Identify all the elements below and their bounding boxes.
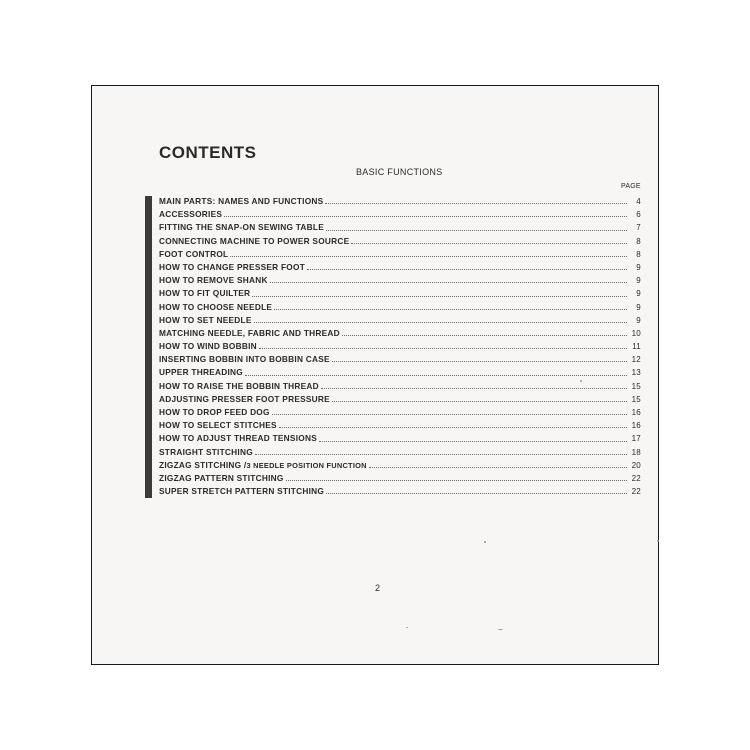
toc-entry-title: MATCHING NEEDLE, FABRIC AND THREAD xyxy=(159,327,340,338)
dot-leader xyxy=(307,268,627,270)
dot-leader xyxy=(332,360,627,362)
toc-entry-title: HOW TO SELECT STITCHES xyxy=(159,420,277,431)
toc-entry xyxy=(159,460,641,473)
toc-entry xyxy=(159,315,641,328)
toc-entry-page: 15 xyxy=(631,394,641,404)
toc-entry-title: ADJUSTING PRESSER FOOT PRESSURE xyxy=(159,393,330,404)
toc-entry xyxy=(159,328,641,341)
dot-leader xyxy=(270,281,627,283)
section-marker-bar xyxy=(145,196,152,498)
section-heading: BASIC FUNCTIONS xyxy=(356,167,443,177)
dot-leader xyxy=(321,387,627,389)
dot-leader xyxy=(342,334,627,336)
toc-entry xyxy=(159,302,641,315)
dot-leader xyxy=(259,347,627,349)
toc-entry xyxy=(159,341,641,354)
toc-entry-page: 11 xyxy=(632,342,641,352)
dot-leader xyxy=(252,295,627,297)
toc-entry xyxy=(159,394,641,407)
dot-leader xyxy=(279,426,627,428)
toc-entry-page: 9 xyxy=(636,276,641,286)
toc-entry-title: FOOT CONTROL xyxy=(159,248,229,259)
toc-entry-page: 9 xyxy=(636,289,641,299)
toc-entry xyxy=(159,367,641,380)
toc-entry-page: 8 xyxy=(636,249,641,259)
toc-entry xyxy=(159,262,641,275)
page-title: CONTENTS xyxy=(159,143,257,162)
dot-leader xyxy=(272,413,627,415)
toc-entry-title: INSERTING BOBBIN INTO BOBBIN CASE xyxy=(159,354,330,365)
scan-speck xyxy=(580,380,582,382)
toc-entry xyxy=(159,236,641,249)
toc-entry-title: FITTING THE SNAP-ON SEWING TABLE xyxy=(159,222,325,233)
page-column-header: PAGE xyxy=(621,183,641,190)
toc-entry xyxy=(159,249,641,262)
dot-leader xyxy=(230,255,627,257)
toc-entry xyxy=(159,447,641,460)
scan-speck xyxy=(484,541,486,543)
toc-entry-subtitle: 3 NEEDLE POSITION FUNCTION xyxy=(246,460,367,470)
dot-leader xyxy=(274,308,627,310)
toc-entry-page: 9 xyxy=(636,262,641,272)
toc-entry-title: HOW TO FIT QUILTER xyxy=(159,288,251,299)
toc-entry-page: 4 xyxy=(636,197,641,206)
scan-speck xyxy=(657,540,659,542)
toc-entry xyxy=(159,275,641,288)
toc-entry xyxy=(159,354,641,367)
toc-entry-page: 15 xyxy=(631,381,641,391)
table-of-contents xyxy=(159,196,641,499)
toc-entry-page: 12 xyxy=(631,355,641,365)
toc-entry-page: 13 xyxy=(631,368,641,378)
dot-leader xyxy=(254,321,627,323)
toc-entry-page: 16 xyxy=(631,421,641,431)
toc-entry-page: 10 xyxy=(631,328,641,338)
toc-entry xyxy=(159,196,641,209)
dot-leader xyxy=(255,453,627,455)
toc-entry-page: 22 xyxy=(631,487,641,497)
dot-leader xyxy=(351,242,627,244)
dot-leader xyxy=(319,440,627,442)
dot-leader xyxy=(286,479,627,481)
toc-entry xyxy=(159,288,641,301)
toc-entry-title: HOW TO WIND BOBBIN xyxy=(159,341,257,352)
dot-leader xyxy=(326,229,627,231)
toc-entry-page: 8 xyxy=(636,236,641,246)
toc-entry-title: HOW TO CHOOSE NEEDLE xyxy=(159,301,273,312)
toc-entry xyxy=(159,473,641,486)
toc-entry-page: 9 xyxy=(636,302,641,312)
dot-leader xyxy=(224,215,627,217)
toc-entry-page: 9 xyxy=(636,315,641,325)
toc-entry xyxy=(159,222,641,235)
toc-entry-title: UPPER THREADING xyxy=(159,367,243,378)
page-number: 2 xyxy=(375,583,381,593)
scan-speck xyxy=(498,629,503,630)
toc-entry-page: 18 xyxy=(631,447,641,457)
dot-leader xyxy=(326,492,627,494)
toc-entry-title: HOW TO REMOVE SHANK xyxy=(159,275,268,286)
toc-entry xyxy=(159,420,641,433)
toc-entry-title: ACCESSORIES xyxy=(159,209,223,220)
toc-entry-title: MAIN PARTS: NAMES AND FUNCTIONS xyxy=(159,196,324,206)
toc-entry xyxy=(159,486,641,499)
toc-entry-title: SUPER STRETCH PATTERN STITCHING xyxy=(159,486,325,497)
toc-entry-title: ZIGZAG STITCHING / xyxy=(159,459,247,470)
toc-entry-page: 6 xyxy=(636,210,641,220)
dot-leader xyxy=(245,374,627,376)
toc-entry xyxy=(159,407,641,420)
toc-entry xyxy=(159,433,641,446)
dot-leader xyxy=(325,202,627,204)
scan-speck xyxy=(406,627,408,628)
toc-entry-title: HOW TO ADJUST THREAD TENSIONS xyxy=(159,433,317,444)
toc-entry-title: ZIGZAG PATTERN STITCHING xyxy=(159,472,284,483)
toc-entry-title: HOW TO DROP FEED DOG xyxy=(159,407,270,417)
dot-leader xyxy=(369,466,627,468)
toc-entry xyxy=(159,209,641,222)
toc-entry xyxy=(159,381,641,394)
toc-entry-page: 20 xyxy=(631,460,641,470)
toc-entry-page: 7 xyxy=(636,223,641,233)
toc-entry-page: 17 xyxy=(631,434,641,444)
toc-entry-title: HOW TO CHANGE PRESSER FOOT xyxy=(159,261,306,272)
dot-leader xyxy=(332,400,627,402)
toc-entry-page: 22 xyxy=(631,473,641,483)
toc-entry-title: HOW TO RAISE THE BOBBIN THREAD xyxy=(159,380,319,391)
toc-entry-title: HOW TO SET NEEDLE xyxy=(159,314,252,325)
toc-entry-title: CONNECTING MACHINE TO POWER SOURCE xyxy=(159,235,350,246)
toc-entry-title: STRAIGHT STITCHING xyxy=(159,446,253,457)
toc-entry-page: 16 xyxy=(631,408,641,417)
